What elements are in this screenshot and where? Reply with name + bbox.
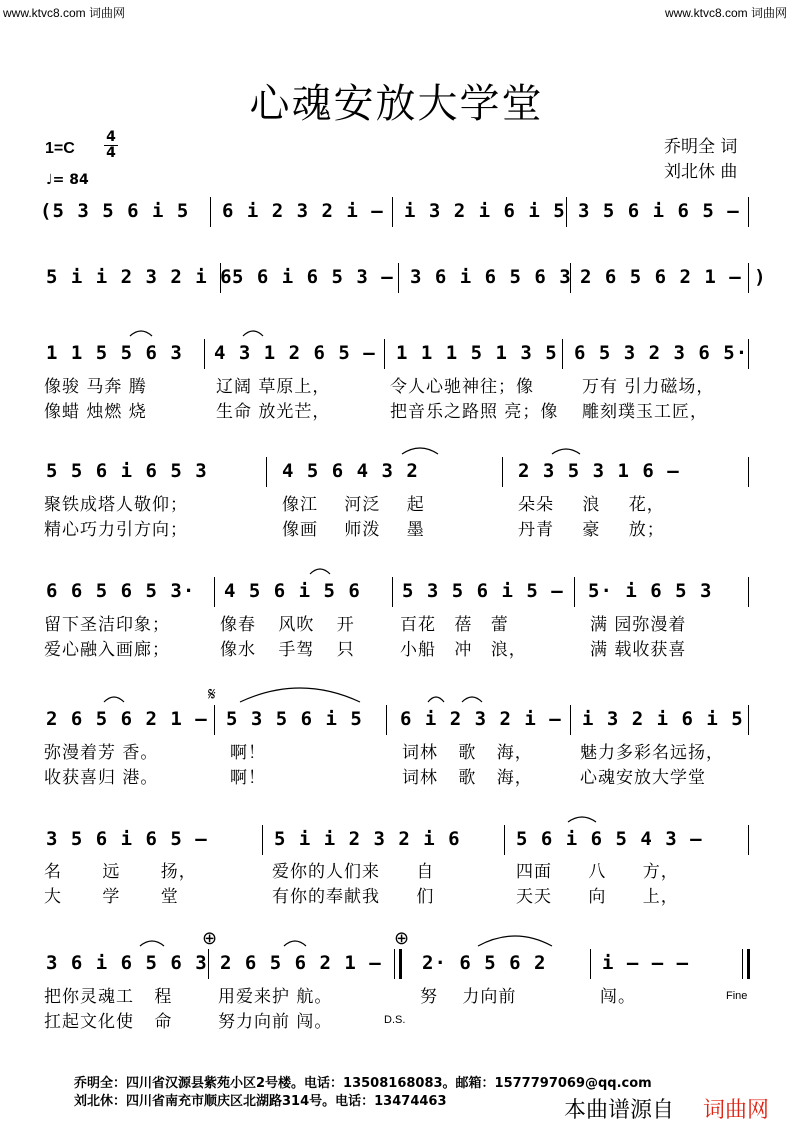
measure-8-1: 3 6 i 6 5 6 3 xyxy=(46,952,208,974)
barline xyxy=(204,339,205,369)
barline xyxy=(748,577,749,607)
measure-2-4: 2 6 5 6 2 1 – ) xyxy=(580,266,767,288)
lyric-line: 扛起文化使 命 xyxy=(44,1012,173,1032)
double-barline xyxy=(399,949,402,979)
lyric-line: 像画 师泼 墨 xyxy=(282,520,425,540)
time-bottom: 4 xyxy=(106,145,116,161)
barline xyxy=(748,339,749,369)
lyric-line: 名 远 扬， xyxy=(44,862,197,882)
measure-6-1: 2 6 5 6 2 1 – xyxy=(46,708,208,730)
lyric-line: 啊！ xyxy=(230,768,266,788)
measure-6-2: 5 3 5 6 i 5 xyxy=(226,708,363,730)
contact-line: 乔明全：四川省汉源县紫苑小区2号楼。电话：13508168083。邮箱：1577797069@qq.com xyxy=(74,1076,652,1091)
measure-2-1: 5 i i 2 3 2 i 6 xyxy=(46,266,233,288)
lyric-line: 像蜡 烛燃 烧 xyxy=(44,402,147,422)
final-barline xyxy=(742,949,743,979)
lyric-line: 满 载收获喜 xyxy=(590,640,687,660)
time-signature xyxy=(104,131,118,160)
lyric-line: 像骏 马奔 腾 xyxy=(44,377,147,397)
time-top: 4 xyxy=(106,129,116,145)
slur xyxy=(130,331,152,336)
slur xyxy=(402,448,438,454)
measure-6-3: 6 i 2 3 2 i – xyxy=(400,708,562,730)
measure-6-4: i 3 2 i 6 i 5 xyxy=(582,708,744,730)
lyric-line: 四面 八 方， xyxy=(516,862,679,882)
coda-icon: ⊕ xyxy=(394,928,410,949)
measure-7-1: 3 5 6 i 6 5 – xyxy=(46,828,208,850)
measure-8-4: i – – – xyxy=(602,952,690,974)
page-title: 心魂安放大学堂 xyxy=(249,81,544,127)
slur xyxy=(284,941,306,946)
measure-2-2: 5 6 i 6 5 3 – xyxy=(232,266,394,288)
barline xyxy=(384,339,385,369)
tempo-marking xyxy=(46,172,89,188)
barline xyxy=(208,949,209,979)
lyric-line: 把音乐之路照 亮；像 xyxy=(390,402,559,422)
brand-logo[interactable]: 词曲网 xyxy=(703,1098,770,1123)
measure-1-3: i 3 2 i 6 i 5 xyxy=(404,200,566,222)
lyric-line: 闯。 xyxy=(600,987,636,1007)
barline xyxy=(570,263,571,293)
watermark-right: www.ktvc8.com 词曲网 xyxy=(664,6,787,20)
lyric-line: 有你的奉献我 们 xyxy=(272,887,435,907)
barline xyxy=(266,457,267,487)
measure-5-3: 5 3 5 6 i 5 – xyxy=(402,580,564,602)
contact-line: 刘北休：四川省南充市顺庆区北湖路314号。电话：13474463 xyxy=(74,1094,447,1109)
measure-8-2: 2 6 5 6 2 1 – xyxy=(220,952,382,974)
lyric-line: 小船 冲 浪， xyxy=(400,640,527,660)
barline xyxy=(570,705,571,735)
barline xyxy=(392,197,393,227)
slur xyxy=(552,449,580,454)
lyric-line: 收获喜归 港。 xyxy=(44,768,159,788)
lyric-line: 留下圣洁印象； xyxy=(44,615,170,635)
measure-1-1: (5 3 5 6 i 5 xyxy=(40,200,190,222)
lyric-line: 爱你的人们来 自 xyxy=(272,862,435,882)
coda-icon: ⊕ xyxy=(202,928,218,949)
lyric-line: 精心巧力引方向； xyxy=(44,520,188,540)
barline xyxy=(748,705,749,735)
measure-7-2: 5 i i 2 3 2 i 6 xyxy=(274,828,461,850)
measure-4-3: 2 3 5 3 1 6 – xyxy=(518,460,680,482)
barline xyxy=(748,197,749,227)
barline xyxy=(398,263,399,293)
barline xyxy=(574,577,575,607)
lyric-line: 大 学 堂 xyxy=(44,887,179,907)
lyric-line: 用爱来护 航。 xyxy=(218,987,333,1007)
barline xyxy=(220,263,221,293)
lyric-line: 令人心驰神往；像 xyxy=(390,377,534,397)
lyric-line: 朵朵 浪 花， xyxy=(518,495,665,515)
slur xyxy=(428,697,444,702)
lyric-line: 聚铁成塔人敬仰； xyxy=(44,495,188,515)
lyric-line: 像江 河泛 起 xyxy=(282,495,425,515)
measure-3-4: 6 5 3 2 3 6 5· xyxy=(574,342,749,364)
barline xyxy=(590,949,591,979)
lyric-line: 努力向前 闯。 xyxy=(218,1012,333,1032)
measure-1-4: 3 5 6 i 6 5 – xyxy=(578,200,740,222)
barline xyxy=(214,705,215,735)
lyric-line: 像春 风吹 开 xyxy=(220,615,355,635)
measure-2-3: 3 6 i 6 5 6 3 xyxy=(410,266,572,288)
slur xyxy=(478,936,552,946)
barline xyxy=(210,197,211,227)
slur xyxy=(243,331,263,336)
lyric-line: 天天 向 上， xyxy=(516,887,679,907)
source-label: 本曲谱源自 xyxy=(564,1098,675,1123)
slur xyxy=(568,817,596,822)
ds-marking: D.S. xyxy=(384,1014,406,1026)
barline xyxy=(562,339,563,369)
quarter-note-icon: ♩ xyxy=(46,172,53,188)
barline xyxy=(386,705,387,735)
lyric-line: 像水 手驾 只 xyxy=(220,640,355,660)
lyric-line: 丹青 豪 放； xyxy=(518,520,665,540)
slur xyxy=(104,697,124,702)
measure-5-2: 4 5 6 i 5 6 xyxy=(224,580,361,602)
measure-3-1: 1 1 5 5 6 3 xyxy=(46,342,183,364)
lyricist-credit: 乔明全 词 xyxy=(664,137,738,157)
slur xyxy=(310,569,330,574)
lyric-line: 生命 放光芒， xyxy=(216,402,331,422)
measure-5-4: 5· i 6 5 3 xyxy=(588,580,713,602)
measure-7-3: 5 6 i 6 5 4 3 – xyxy=(516,828,703,850)
slur xyxy=(140,941,164,946)
key-signature: 1=C xyxy=(45,140,75,157)
lyric-line: 满 园弥漫着 xyxy=(590,615,687,635)
barline xyxy=(214,577,215,607)
lyric-line: 努 力向前 xyxy=(420,987,517,1007)
lyric-line: 啊！ xyxy=(230,743,266,763)
lyric-line: 辽阔 草原上， xyxy=(216,377,331,397)
lyric-line: 心魂安放大学堂 xyxy=(580,768,706,788)
watermark-left: www.ktvc8.com 词曲网 xyxy=(3,6,126,20)
measure-5-1: 6 6 5 6 5 3· xyxy=(46,580,196,602)
slur xyxy=(240,688,360,702)
final-barline xyxy=(747,949,750,979)
measure-4-2: 4 5 6 4 3 2 xyxy=(282,460,419,482)
measure-3-3: 1 1 1 5 1 3 5 xyxy=(396,342,558,364)
slur xyxy=(462,697,482,702)
tempo-value: = 84 xyxy=(52,172,89,188)
lyric-line: 弥漫着芳 香。 xyxy=(44,743,159,763)
barline xyxy=(748,263,749,293)
lyric-line: 把你灵魂工 程 xyxy=(44,987,173,1007)
lyric-line: 百花 蓓 蕾 xyxy=(400,615,509,635)
measure-3-2: 4 3 1 2 6 5 – xyxy=(214,342,376,364)
lyric-line: 魅力多彩名远扬， xyxy=(580,743,724,763)
lyric-line: 万有 引力磁场， xyxy=(582,377,715,397)
double-barline xyxy=(394,949,395,979)
barline xyxy=(504,825,505,855)
measure-8-3: 2· 6 5 6 2 xyxy=(422,952,547,974)
composer-credit: 刘北休 曲 xyxy=(664,162,738,182)
barline xyxy=(392,577,393,607)
barline xyxy=(748,825,749,855)
fine-marking: Fine xyxy=(726,990,748,1002)
lyric-line: 爱心融入画廊； xyxy=(44,640,170,660)
lyric-line: 词林 歌 海， xyxy=(402,743,533,763)
measure-1-2: 6 i 2 3 2 i – xyxy=(222,200,384,222)
barline xyxy=(262,825,263,855)
segno-icon: 𝄋 xyxy=(208,684,216,705)
barline xyxy=(502,457,503,487)
lyric-line: 雕刻璞玉工匠， xyxy=(582,402,708,422)
lyric-line: 词林 歌 海， xyxy=(402,768,533,788)
barline xyxy=(566,197,567,227)
barline xyxy=(748,457,749,487)
measure-4-1: 5 5 6 i 6 5 3 xyxy=(46,460,208,482)
